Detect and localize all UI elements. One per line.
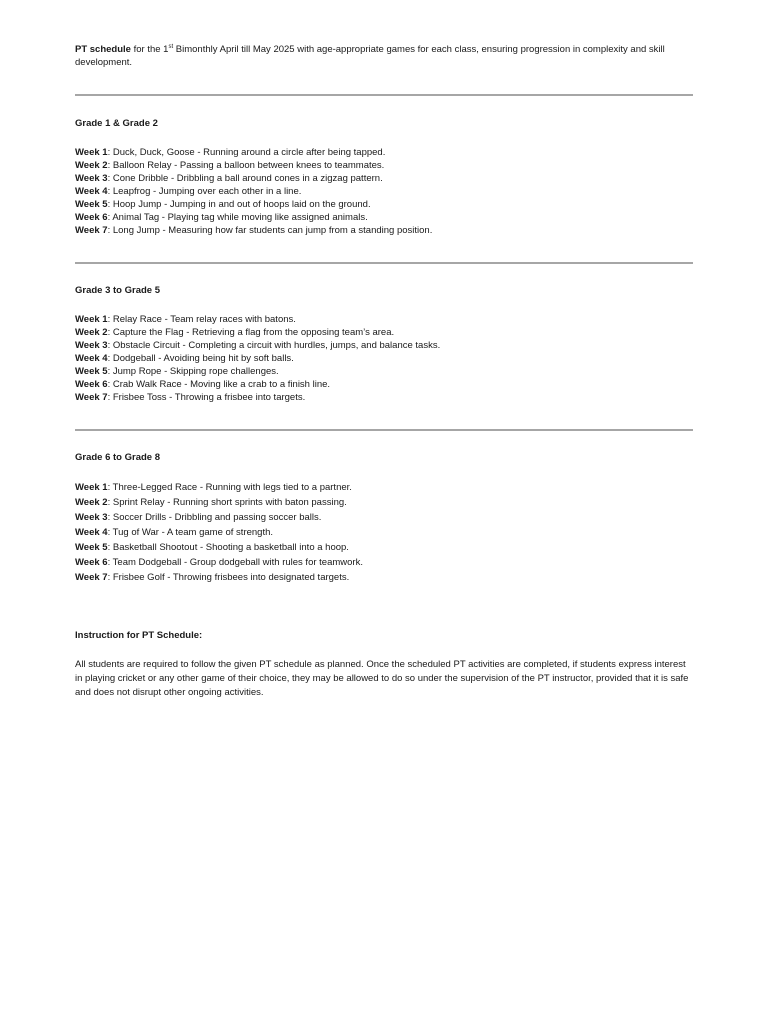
week-activity: : Dodgeball - Avoiding being hit by soft balls.: [107, 353, 294, 364]
week-label: Week 2: [75, 160, 108, 171]
week-activity: : Frisbee Golf - Throwing frisbees into designated targets.: [107, 572, 350, 583]
section-heading-grade-1-2: Grade 1 & Grade 2: [75, 118, 158, 129]
week-label: Week 7: [75, 392, 108, 403]
list-item: [75, 185, 695, 198]
list-item: [75, 571, 695, 584]
intro-superscript: st: [168, 43, 174, 50]
week-activity: : Cone Dribble - Dribbling a ball around cones in a zigzag pattern.: [107, 173, 383, 184]
list-item: [75, 198, 695, 211]
list-item: [75, 526, 695, 539]
week-activity: : Frisbee Toss - Throwing a frisbee into targets.: [107, 392, 306, 403]
week-activity: : Basketball Shootout - Shooting a basketball into a hoop.: [107, 542, 349, 553]
section-divider: [75, 262, 693, 264]
week-activity: : Sprint Relay - Running short sprints with baton passing.: [107, 497, 347, 508]
intro-text-1: for the 1: [130, 44, 169, 55]
week-label: Week 1: [75, 314, 108, 325]
week-label: Week 6: [75, 212, 108, 223]
intro-paragraph: [75, 43, 695, 69]
week-label: Week 3: [75, 512, 108, 523]
week-label: Week 2: [75, 327, 108, 338]
list-item: [75, 541, 695, 554]
week-activity: : Three-Legged Race - Running with legs tied to a partner.: [107, 482, 352, 493]
week-label: Week 4: [75, 353, 108, 364]
list-item: [75, 146, 695, 159]
week-activity: : Tug of War - A team game of strength.: [107, 527, 274, 538]
list-item: [75, 313, 695, 326]
section-heading-grade-3-5: Grade 3 to Grade 5: [75, 285, 161, 296]
week-activity: : Capture the Flag - Retrieving a flag from the opposing team’s area.: [107, 327, 395, 338]
week-activity: : Team Dodgeball - Group dodgeball with rules for teamwork.: [107, 557, 363, 568]
week-label: Week 6: [75, 557, 108, 568]
list-item: [75, 496, 695, 509]
week-label: Week 3: [75, 173, 108, 184]
week-list-grade-1-2: [75, 146, 695, 237]
intro-text-2: Bimonthly April till May 2025 with age-appropriate games for each class, ensuring progression in complexity and skill development.: [75, 44, 665, 68]
week-label: Week 5: [75, 366, 108, 377]
list-item: [75, 365, 695, 378]
instructions-body: All students are required to follow the given PT schedule as planned. Once the scheduled PT activities are completed, if students express interest in playing cricket or any other game of their choice, they may be allowed to do so under the supervision of the PT instructor, provided that it is safe and does not disrupt other ongoing activities.: [75, 659, 689, 698]
week-activity: : Hoop Jump - Jumping in and out of hoops laid on the ground.: [107, 199, 371, 210]
week-activity: : Jump Rope - Skipping rope challenges.: [107, 366, 279, 377]
week-activity: : Balloon Relay - Passing a balloon between knees to teammates.: [107, 160, 385, 171]
week-activity: : Soccer Drills - Dribbling and passing soccer balls.: [107, 512, 322, 523]
list-item: [75, 172, 695, 185]
list-item: [75, 378, 695, 391]
week-label: Week 4: [75, 186, 108, 197]
section-heading-grade-6-8: Grade 6 to Grade 8: [75, 452, 161, 463]
week-activity: : Leapfrog - Jumping over each other in a line.: [107, 186, 302, 197]
section-divider: [75, 429, 693, 431]
list-item: [75, 511, 695, 524]
week-activity: : Long Jump - Measuring how far students can jump from a standing position.: [107, 225, 433, 236]
intro-bold: PT schedule: [75, 44, 131, 55]
week-label: Week 3: [75, 340, 108, 351]
list-item: [75, 481, 695, 494]
week-label: Week 5: [75, 199, 108, 210]
week-label: Week 5: [75, 542, 108, 553]
week-label: Week 2: [75, 497, 108, 508]
list-item: [75, 326, 695, 339]
week-list-grade-3-5: [75, 313, 695, 404]
week-label: Week 7: [75, 225, 108, 236]
list-item: [75, 352, 695, 365]
list-item: [75, 339, 695, 352]
week-label: Week 6: [75, 379, 108, 390]
week-list-grade-6-8: [75, 481, 695, 584]
week-label: Week 1: [75, 147, 108, 158]
section-divider: [75, 94, 693, 96]
week-activity: : Relay Race - Team relay races with batons.: [107, 314, 296, 325]
list-item: [75, 391, 695, 404]
week-label: Week 4: [75, 527, 108, 538]
week-label: Week 7: [75, 572, 108, 583]
week-activity: : Crab Walk Race - Moving like a crab to a finish line.: [107, 379, 331, 390]
list-item: [75, 211, 695, 224]
instructions-heading: Instruction for PT Schedule:: [75, 630, 203, 641]
list-item: [75, 224, 695, 237]
week-label: Week 1: [75, 482, 108, 493]
list-item: [75, 556, 695, 569]
week-activity: : Obstacle Circuit - Completing a circuit with hurdles, jumps, and balance tasks.: [107, 340, 441, 351]
week-activity: : Duck, Duck, Goose - Running around a circle after being tapped.: [107, 147, 386, 158]
list-item: [75, 159, 695, 172]
week-activity: : Animal Tag - Playing tag while moving like assigned animals.: [107, 212, 368, 223]
